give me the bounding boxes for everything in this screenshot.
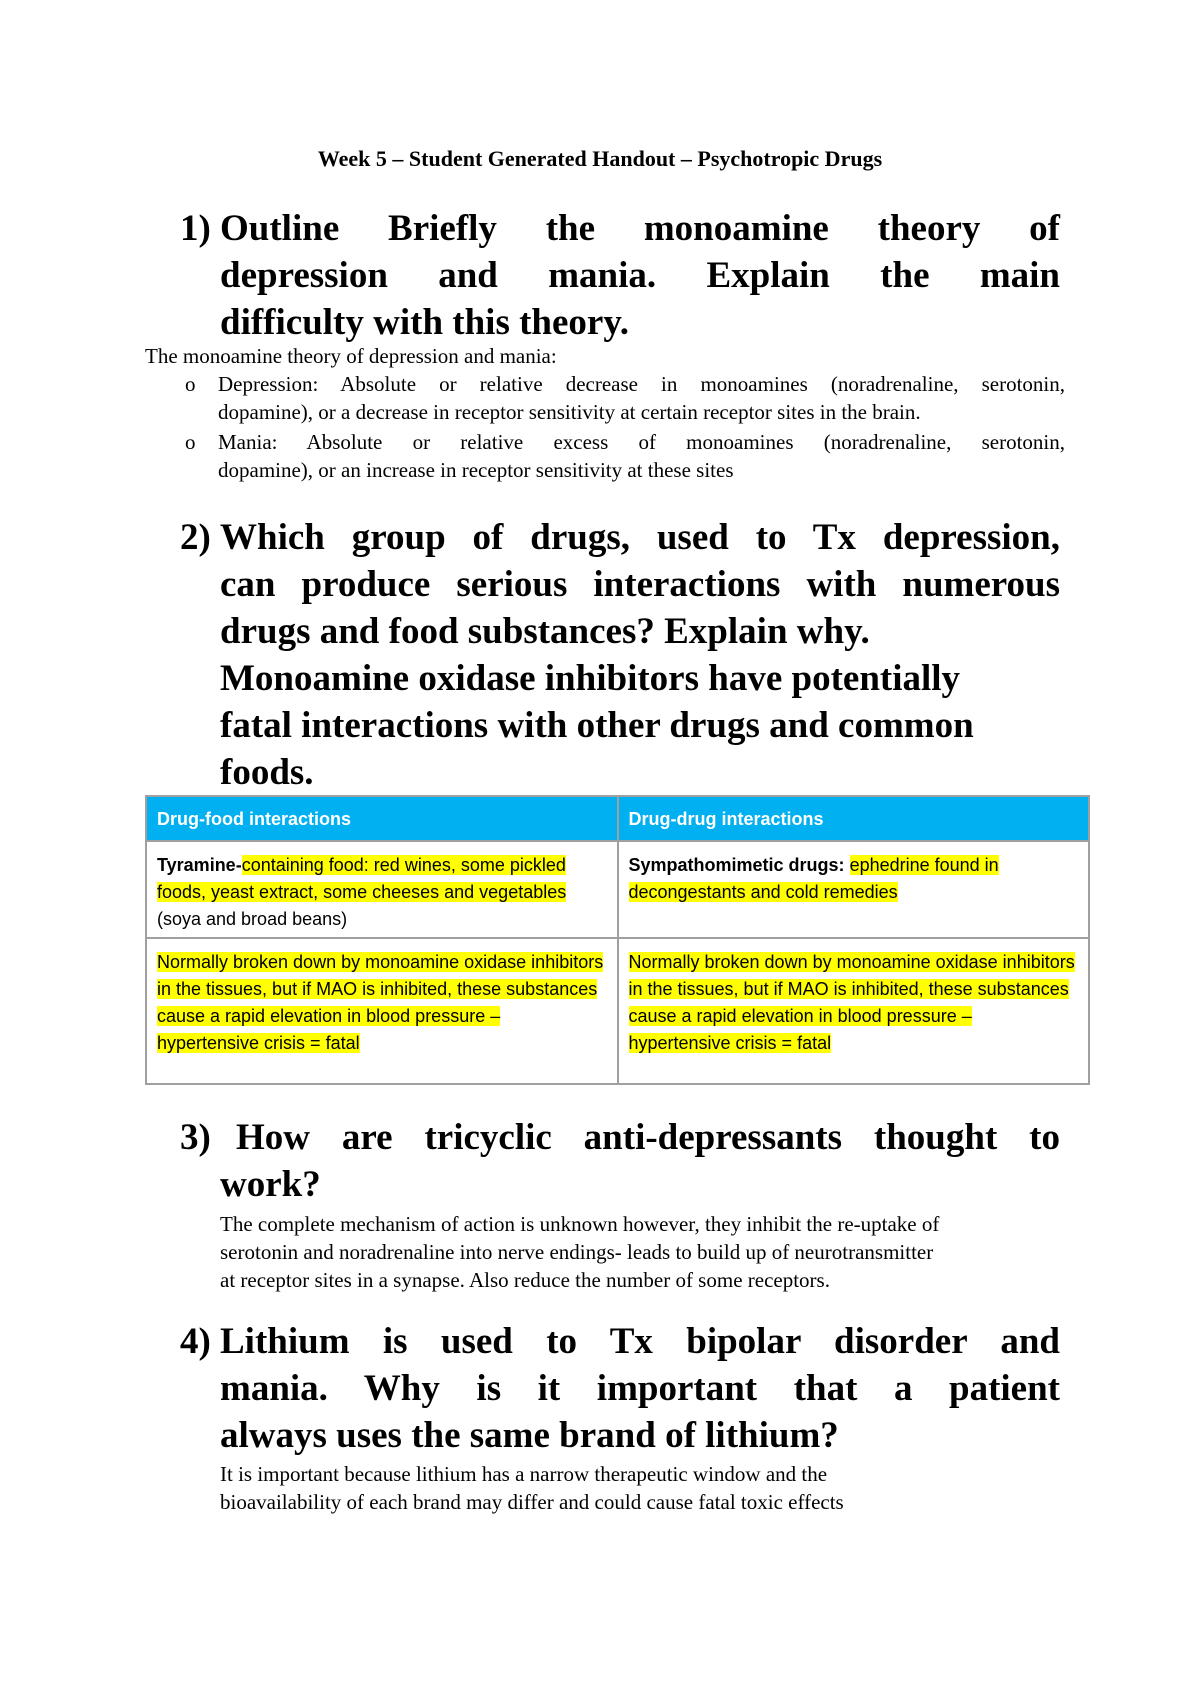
tyramine-label: Tyramine-	[157, 855, 242, 875]
highlighted-text: Normally broken down by monoamine oxidase inhibitors in the tissues, but if MAO is inhibited, these substances cause a rapid elevation in blood pressure – hypertensive crisis = fatal	[628, 952, 1075, 1053]
answer-line: bioavailability of each brand may differ and could cause fatal toxic effects	[220, 1490, 844, 1514]
page-title: Week 5 – Student Generated Handout – Psychotropic Drugs	[317, 146, 883, 171]
question-line: Monoamine oxidase inhibitors have potentially	[220, 658, 961, 699]
answer-line: at receptor sites in a synapse. Also reduce the number of some receptors.	[220, 1268, 830, 1292]
table-row	[146, 841, 1089, 938]
answer-text	[220, 1460, 1060, 1516]
question-line: fatal interactions with other drugs and common	[220, 705, 974, 746]
bullet-item	[185, 370, 1065, 426]
question-line: Lithium is used to Tx bipolar disorder and	[220, 1321, 1060, 1362]
question-line: mania. Why is it important that a patient	[220, 1368, 1060, 1409]
question-text	[220, 205, 1060, 346]
bullet-mark: o	[185, 430, 196, 454]
question-line: How are tricyclic anti-depressants thought to	[236, 1117, 1060, 1158]
bullet-line: dopamine), or an increase in receptor sensitivity at these sites	[218, 458, 734, 482]
bullet-line: Mania: Absolute or relative excess of monoamines (noradrenaline, serotonin,	[218, 430, 1065, 454]
question-line: Which group of drugs, used to Tx depression,	[220, 517, 1060, 558]
table-cell	[146, 841, 618, 938]
answer-text	[220, 1210, 1060, 1294]
question-text	[236, 1114, 1060, 1161]
question-line: difficulty with this theory.	[220, 302, 630, 343]
bullet-text	[218, 428, 1065, 484]
cell-text: (soya and broad beans)	[157, 909, 348, 929]
question-line: can produce serious interactions with numerous	[220, 564, 1060, 605]
question-line: work?	[220, 1164, 321, 1205]
bullet-line: Depression: Absolute or relative decrease in monoamines (noradrenaline, serotonin,	[218, 372, 1065, 396]
answer-line: The complete mechanism of action is unknown however, they inhibit the re-uptake of	[220, 1212, 940, 1236]
table-cell	[618, 841, 1090, 938]
header-cell-food: Drug-food interactions	[146, 796, 618, 841]
question-number: 2)	[180, 517, 211, 558]
question-line: drugs and food substances? Explain why.	[220, 611, 870, 652]
highlighted-text: ephedrine found in decongestants and cold remedies	[628, 855, 999, 902]
highlighted-text: containing food: red wines, some pickled foods, yeast extract, some cheeses and vegetables	[157, 855, 567, 902]
table-cell	[146, 938, 618, 1084]
question-text	[220, 1161, 1060, 1208]
table-cell	[618, 938, 1090, 1084]
bullet-text	[218, 370, 1065, 426]
question-line: depression and mania. Explain the main	[220, 255, 1060, 296]
sympathomimetic-label: Sympathomimetic drugs:	[628, 855, 845, 875]
highlighted-text: Normally broken down by monoamine oxidase inhibitors in the tissues, but if MAO is inhibited, these substances cause a rapid elevation in blood pressure – hypertensive crisis = fatal	[157, 952, 604, 1053]
table-header-row	[146, 796, 1089, 841]
question-line: always uses the same brand of lithium?	[220, 1415, 839, 1456]
table-row	[146, 938, 1089, 1084]
header-cell-drug: Drug-drug interactions	[618, 796, 1090, 841]
question-text	[220, 1318, 1060, 1459]
question-number: 1)	[180, 208, 211, 249]
interactions-table	[145, 795, 1090, 1085]
bullet-line: dopamine), or a decrease in receptor sensitivity at certain receptor sites in the brain.	[218, 400, 921, 424]
question-number: 4)	[180, 1321, 211, 1362]
answer-intro: The monoamine theory of depression and mania:	[145, 344, 557, 368]
bullet-mark: o	[185, 372, 196, 396]
answer-line: serotonin and noradrenaline into nerve endings- leads to build up of neurotransmitter	[220, 1240, 934, 1264]
question-line: Outline Briefly the monoamine theory of	[220, 208, 1060, 249]
question-text	[220, 514, 1060, 796]
question-line: foods.	[220, 752, 314, 793]
bullet-item	[185, 428, 1065, 484]
answer-line: It is important because lithium has a narrow therapeutic window and the	[220, 1462, 828, 1486]
question-number: 3)	[180, 1117, 211, 1158]
